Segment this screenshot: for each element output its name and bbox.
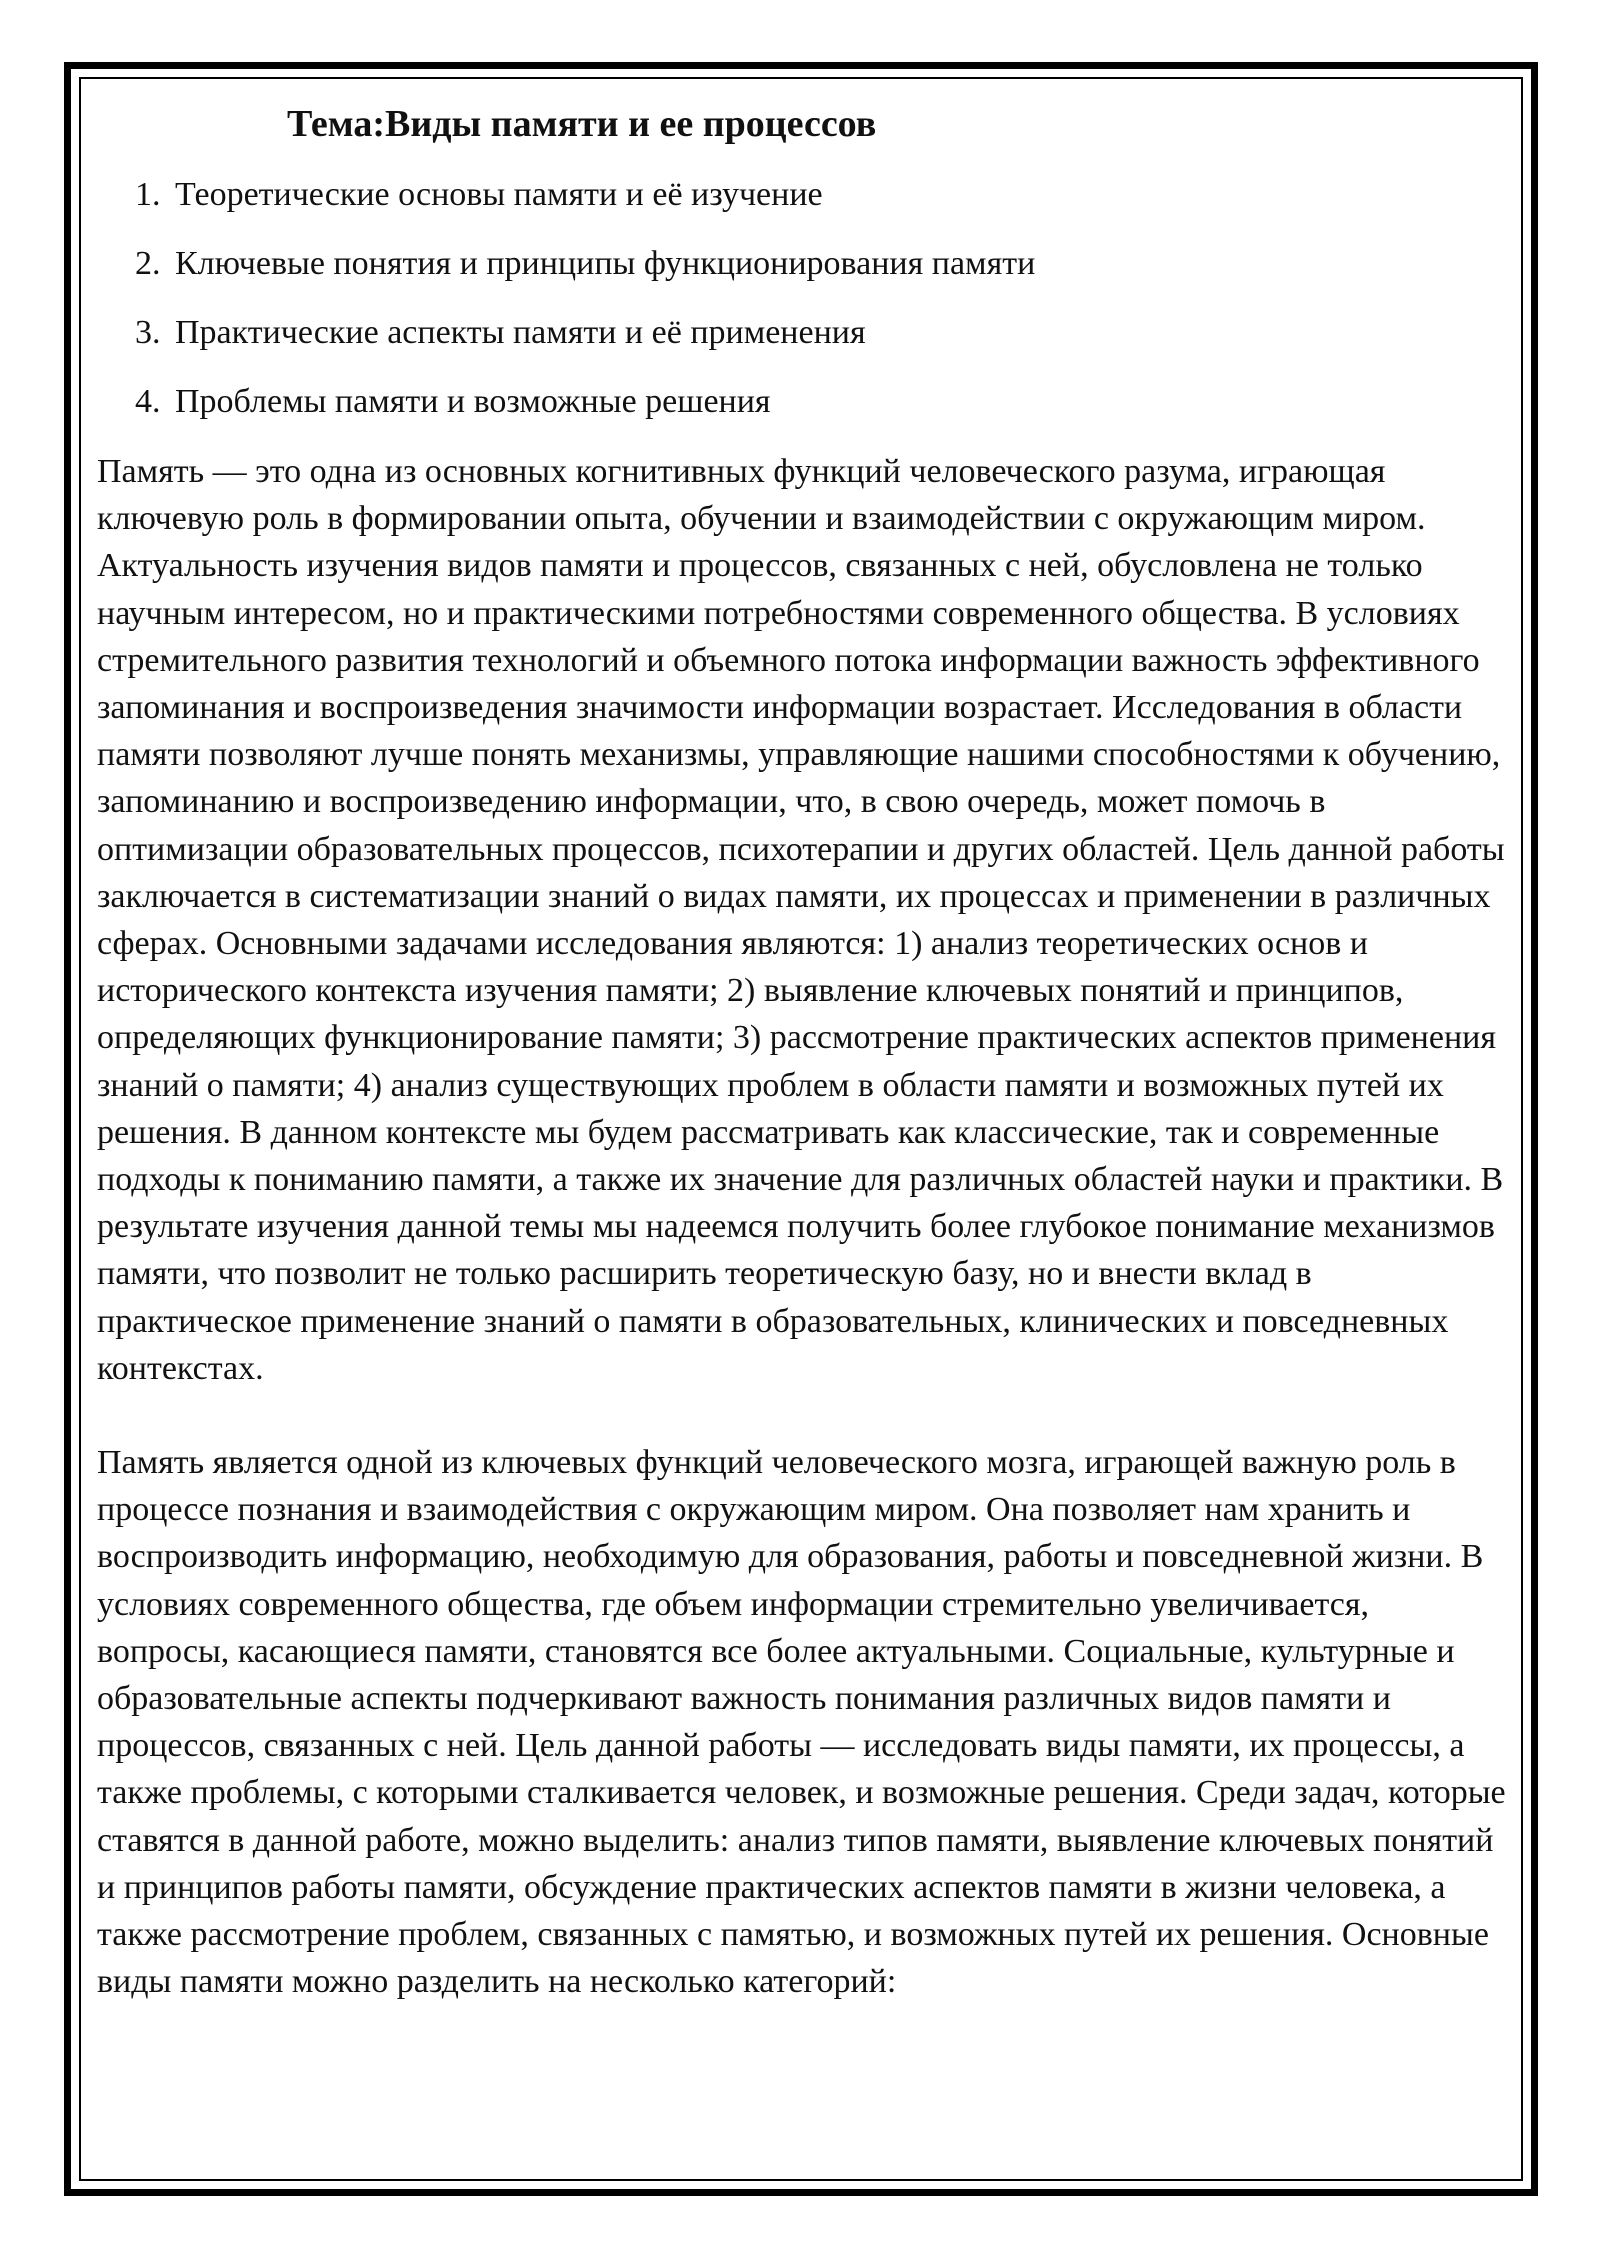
outline-item-text: Практические аспекты памяти и её применения	[175, 314, 866, 351]
document-title: Тема:Виды памяти и ее процессов	[287, 103, 877, 145]
intro-paragraph: Память — это одна из основных когнитивных функций человеческого разума, играющая ключевую роль в формировании опыта, обучении и взаимодействии с окружающим миром. Актуальность изучения видов памяти и процессов, связанных с ней, обусловлена не только научным интересом, но и практическими потребностями современного общества. В условиях стремительного развития технологий и объемного потока информации важность эффективного запоминания и воспроизведения значимости информации возрастает. Исследования в области памяти позволяют лучше понять механизмы, управляющие нашими способностями к обучению, запоминанию и воспроизведению информации, что, в свою очередь, может помочь в оптимизации образовательных процессов, психотерапии и других областей. Цель данной работы заключается в систематизации знаний о видах памяти, их процессах и применении в различных сферах. Основными задачами исследования являются: 1) анализ теоретических основ и исторического контекста изучения памяти; 2) выявление ключевых понятий и принципов, определяющих функционирование памяти; 3) рассмотрение практических аспектов применения знаний о памяти; 4) анализ существующих проблем в области памяти и возможных путей их решения. В данном контексте мы будем рассматривать как классические, так и современные подходы к пониманию памяти, а также их значение для различных областей науки и практики. В результате изучения данной темы мы надеемся получить более глубокое понимание механизмов памяти, что позволит не только расширить теоретическую базу, но и внести вклад в практическое применение знаний о памяти в образовательных, клинических и повседневных контекстах.	[97, 453, 1505, 1387]
document-body	[97, 94, 1507, 2006]
outline-item	[97, 172, 1507, 218]
outline-item-number: 1.	[135, 176, 161, 213]
outline-item-text: Проблемы памяти и возможные решения	[175, 383, 771, 420]
outline-item-number: 4.	[135, 383, 161, 420]
topic-outline	[97, 172, 1507, 425]
outline-item-number: 3.	[135, 314, 161, 351]
outline-item	[97, 379, 1507, 425]
outline-item-number: 2.	[135, 245, 161, 282]
body-paragraph: Память является одной из ключевых функций человеческого мозга, играющей важную роль в процессе познания и взаимодействия с окружающим миром. Она позволяет нам хранить и воспроизводить информацию, необходимую для образования, работы и повседневной жизни. В условиях современного общества, где объем информации стремительно увеличивается, вопросы, касающиеся памяти, становятся все более актуальными. Социальные, культурные и образовательные аспекты подчеркивают важность понимания различных видов памяти и процессов, связанных с ней. Цель данной работы — исследовать виды памяти, их процессы, а также проблемы, с которыми сталкивается человек, и возможные решения. Среди задач, которые ставятся в данной работе, можно выделить: анализ типов памяти, выявление ключевых понятий и принципов работы памяти, обсуждение практических аспектов памяти в жизни человека, а также рассмотрение проблем, связанных с памятью, и возможных путей их решения. Основные виды памяти можно разделить на несколько категорий:	[97, 1444, 1506, 2001]
outline-item	[97, 310, 1507, 356]
outline-item-text: Ключевые понятия и принципы функционирования памяти	[175, 245, 1036, 282]
outline-item-text: Теоретические основы памяти и её изучение	[175, 176, 823, 213]
outline-item	[97, 241, 1507, 287]
